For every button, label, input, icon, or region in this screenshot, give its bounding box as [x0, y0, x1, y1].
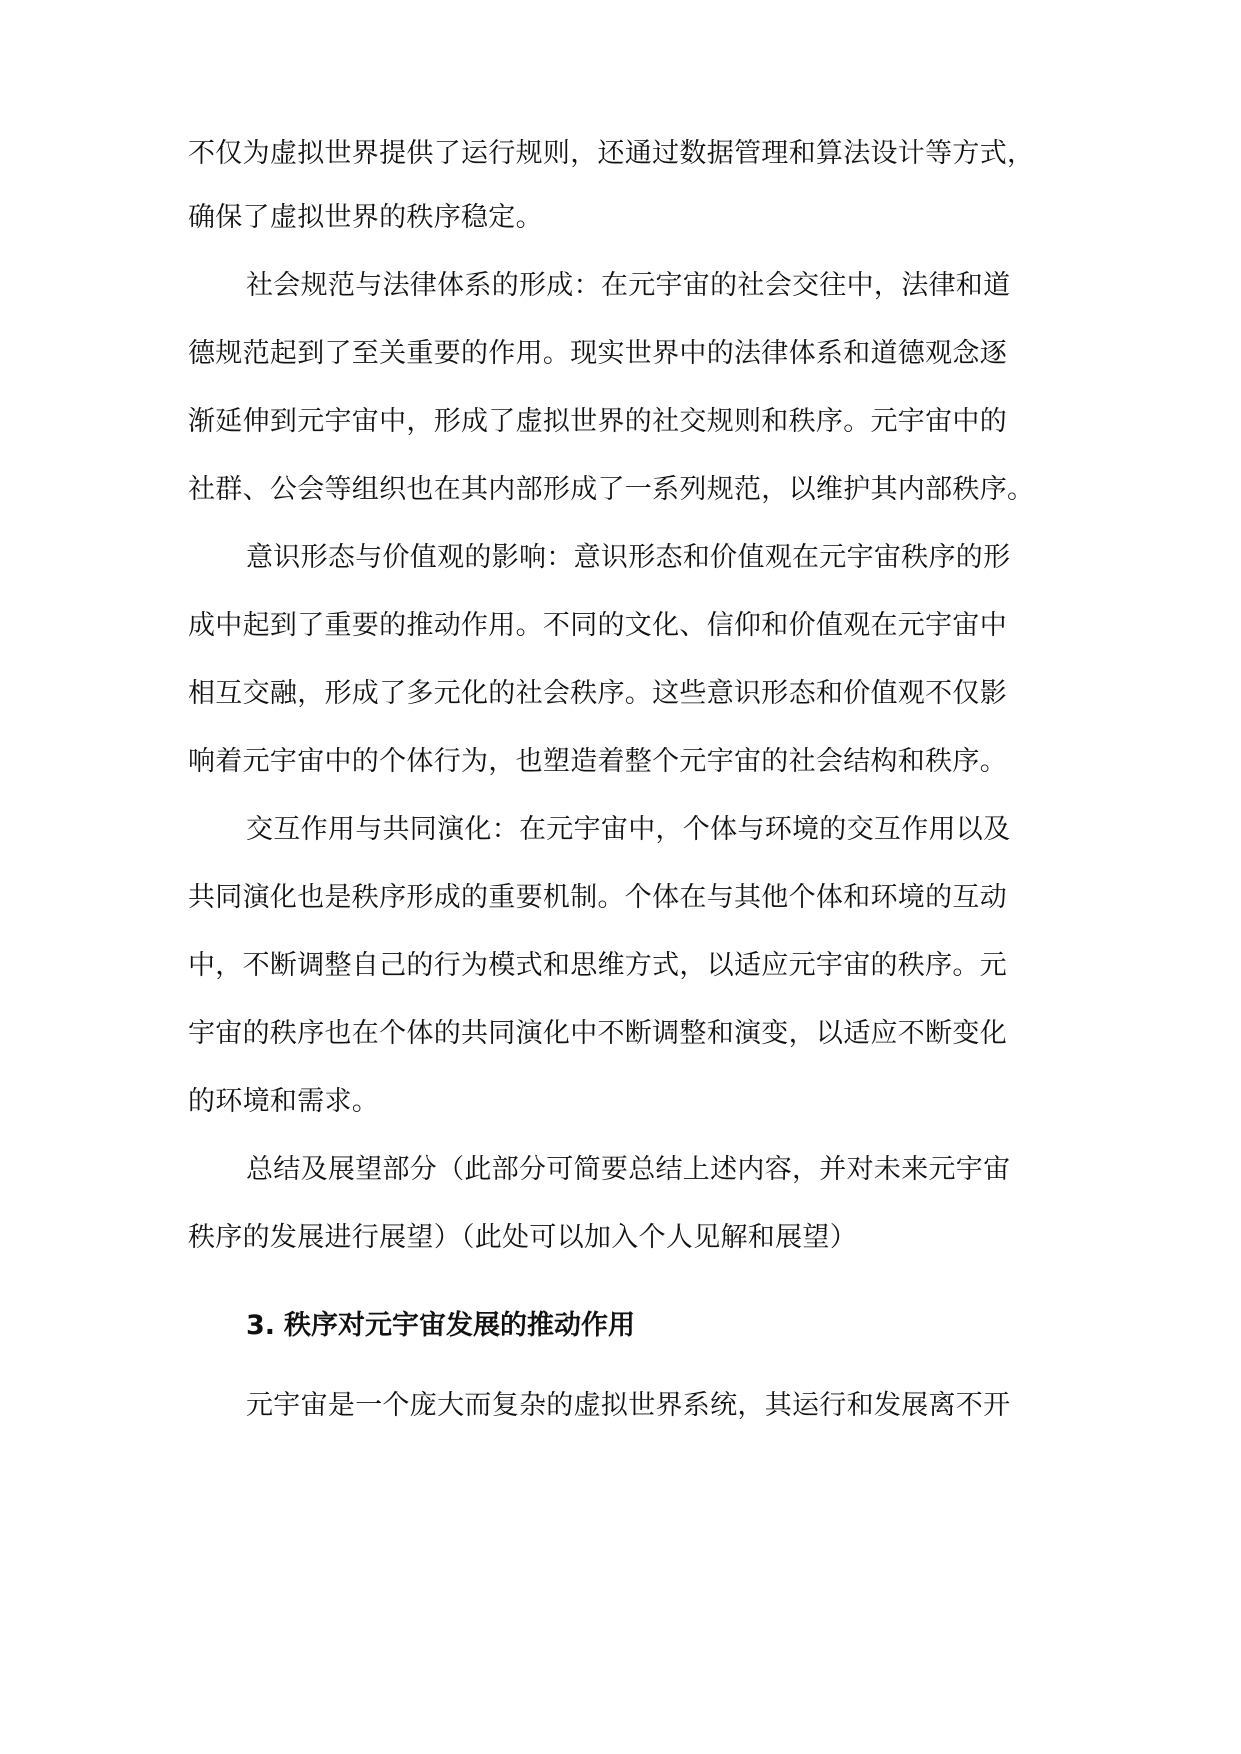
paragraph-3-line-3: 相互交融，形成了多元化的社会秩序。这些意识形态和价值观不仅影 [188, 678, 1007, 709]
closing-paragraph-line-1: 元宇宙是一个庞大而复杂的虚拟世界系统，其运行和发展离不开 [246, 1390, 1011, 1421]
paragraph-3-line-2: 成中起到了重要的推动作用。不同的文化、信仰和价值观在元宇宙中 [188, 610, 1007, 641]
section-number: 3. [246, 1310, 276, 1341]
paragraph-3-line-1: 意识形态与价值观的影响：意识形态和价值观在元宇宙秩序的形 [246, 542, 1011, 573]
paragraph-2-line-3: 渐延伸到元宇宙中，形成了虚拟世界的社交规则和秩序。元宇宙中的 [188, 406, 1007, 437]
section-title: 秩序对元宇宙发展的推动作用 [284, 1310, 635, 1341]
paragraph-2-line-1: 社会规范与法律体系的形成：在元宇宙的社会交往中，法律和道 [246, 270, 1011, 301]
section-heading [246, 1308, 635, 1344]
paragraph-4-line-3: 中，不断调整自己的行为模式和思维方式，以适应元宇宙的秩序。元 [188, 950, 1007, 981]
paragraph-4-line-4: 宇宙的秩序也在个体的共同演化中不断调整和演变，以适应不断变化 [188, 1018, 1007, 1049]
paragraph-2-line-4: 社群、公会等组织也在其内部形成了一系列规范，以维护其内部秩序。 [188, 474, 1035, 505]
paragraph-3-line-4: 响着元宇宙中的个体行为，也塑造着整个元宇宙的社会结构和秩序。 [188, 746, 1007, 777]
paragraph-4-line-1: 交互作用与共同演化：在元宇宙中，个体与环境的交互作用以及 [246, 814, 1011, 845]
paragraph-2-line-2: 德规范起到了至关重要的作用。现实世界中的法律体系和道德观念逐 [188, 338, 1007, 369]
paragraph-1-line-1: 不仅为虚拟世界提供了运行规则，还通过数据管理和算法设计等方式， [188, 138, 1035, 169]
paragraph-4-line-2: 共同演化也是秩序形成的重要机制。个体在与其他个体和环境的互动 [188, 882, 1007, 913]
paragraph-4-line-5: 的环境和需求。 [188, 1086, 380, 1117]
paragraph-5-line-2: 秩序的发展进行展望）（此处可以加入个人见解和展望） [188, 1222, 857, 1253]
paragraph-5-line-1: 总结及展望部分（此部分可简要总结上述内容，并对未来元宇宙 [246, 1154, 1011, 1185]
paragraph-1-line-2: 确保了虚拟世界的秩序稳定。 [188, 202, 543, 233]
